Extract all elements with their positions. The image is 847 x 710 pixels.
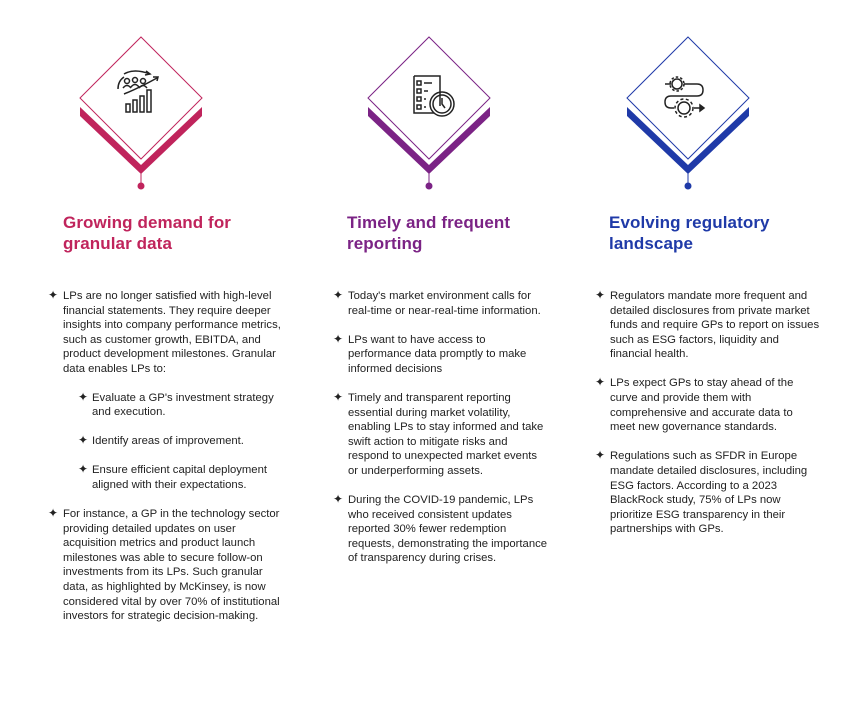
emblem-timely-reporting: [366, 34, 494, 194]
list-item: ✦ Identify areas of improvement.: [78, 433, 244, 448]
list-item: ✦ For instance, a GP in the technology sector providing detailed updates on user acquisition metrics and product launch milestones was able to secure follow-on investments from its LPs. Such granular data, as highlighted by McKinsey, is now considered vital by over 70% of institutional investors for strategic decision-making.: [48, 506, 280, 623]
bullet-list-regulatory-landscape: [595, 289, 820, 551]
sparkle-bullet-icon: ✦: [333, 492, 344, 507]
column-title-timely-reporting: Timely and frequent reporting: [347, 213, 511, 253]
column-title-granular-data: Growing demand for granular data: [63, 213, 232, 253]
list-item: ✦ Timely and transparent reporting essential during market volatility, enabling LPs to stay informed and take swift action to mitigate risks and respond to unexpected market events or underperforming assets.: [333, 389, 544, 477]
sparkle-bullet-icon: ✦: [595, 288, 606, 302]
diamond-frame: [78, 34, 206, 194]
list-item: ✦ Today's market environment calls for real-time or near-real-time information.: [333, 288, 541, 317]
list-item: ✦ Regulations such as SFDR in Europe mandate detailed disclosures, including ESG factors. According to a 2023 BlackRock study, 75% of LPs now prioritize ESG transparency in their partnerships with GPs.: [595, 448, 808, 536]
list-item: ✦ Ensure efficient capital deployment aligned with their expectations.: [78, 462, 267, 491]
list-item: ✦ During the COVID-19 pandemic, LPs who received consistent updates reported 30% fewer redemption requests, demonstrating the importance of transparency during crises.: [333, 492, 548, 565]
sparkle-bullet-icon: ✦: [78, 462, 89, 477]
sparkle-bullet-icon: ✦: [48, 506, 59, 521]
emblem-regulatory-landscape: [625, 34, 753, 194]
sparkle-bullet-icon: ✦: [78, 389, 89, 404]
bullet-list-timely-reporting: [333, 289, 548, 581]
list-item: ✦ Regulators mandate more frequent and detailed disclosures from private market funds and require GPs to report on issues such as ESG factors, liquidity and financial health.: [595, 288, 820, 361]
diamond-frame: [625, 34, 753, 194]
sparkle-bullet-icon: ✦: [595, 375, 606, 390]
column-title-regulatory-landscape: Evolving regulatory landscape: [609, 213, 770, 253]
sparkle-bullet-icon: ✦: [333, 389, 344, 404]
sparkle-bullet-icon: ✦: [333, 331, 344, 346]
sparkle-bullet-icon: ✦: [48, 288, 59, 302]
list-item: ✦ LPs expect GPs to stay ahead of the curve and provide them with comprehensive and accurate data to meet new governance standards.: [595, 375, 794, 434]
emblem-granular-data: [78, 34, 206, 194]
bullet-list-granular-data: [48, 289, 288, 638]
list-item: ✦ LPs want to have access to performance data promptly to make informed decisions: [333, 331, 527, 375]
list-item: ✦ Evaluate a GP's investment strategy and execution.: [78, 389, 274, 419]
sparkle-bullet-icon: ✦: [78, 433, 89, 448]
diamond-frame: [366, 34, 494, 194]
sparkle-bullet-icon: ✦: [333, 288, 344, 302]
list-item: ✦ LPs are no longer satisfied with high-level financial statements. They require deeper insights into company performance metrics, such as customer growth, EBITDA, and product development milestones. Granular data enables LPs to: ✦ Evaluate a GP's investment strategy and execution. ✦ Identify areas of improvement. ✦ Ensure efficient capital deployment aligned with their expectations.: [48, 289, 288, 493]
sparkle-bullet-icon: ✦: [595, 448, 606, 463]
sub-list: [63, 391, 288, 493]
